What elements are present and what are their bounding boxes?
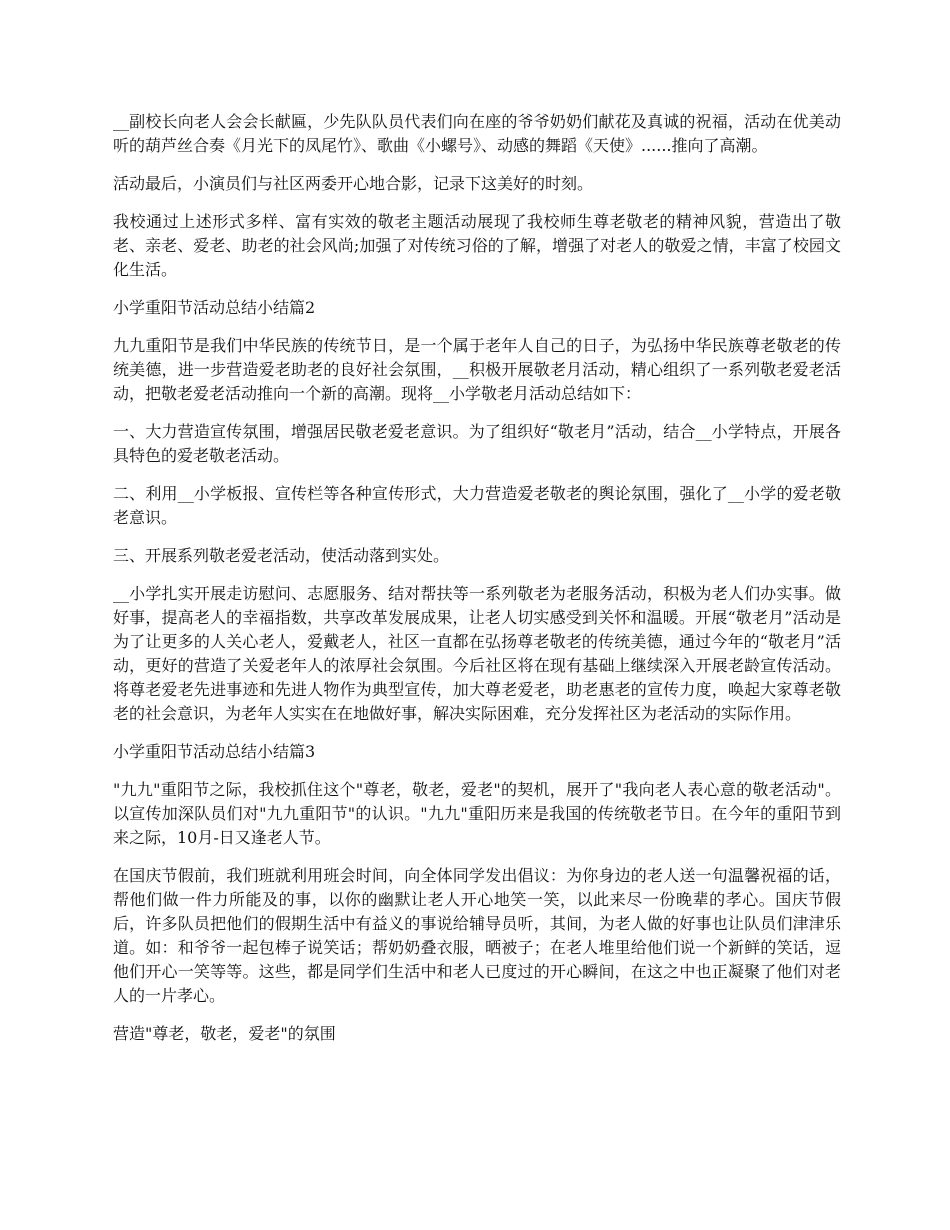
paragraph-point-two: 二、利用__小学板报、宣传栏等各种宣传形式，大力营造爱老敬老的舆论氛围，强化了__小学的爱老敬老意识。: [113, 484, 841, 527]
paragraph-group-photo: 活动最后，小演员们与社区两委开心地合影，记录下这美好的时刻。: [113, 174, 594, 193]
section-heading-part-3: 小学重阳节活动总结小结篇3: [113, 742, 316, 761]
paragraph-award-ceremony: __副校长向老人会会长献匾，少先队队员代表们向在座的爷爷奶奶们献花及真诚的祝福，活动在优美动听的葫芦丝合奏《月光下的凤尾竹》、歌曲《小螺号》、动感的舞蹈《天使》......推向了高潮。: [113, 112, 841, 155]
paragraph-national-day: 在国庆节假前，我们班就利用班会时间，向全体同学发出倡议：为你身边的老人送一句温馨祝福的话，帮他们做一件力所能及的事，以你的幽默让老人开心地笑一笑，以此来尽一份晚辈的孝心。国庆节假后，许多队员把他们的假期生活中有益义的事说给辅导员听，其间，为老人做的好事也让队员们津津乐道。如：和爷爷一起包棒子说笑话；帮奶奶叠衣服，晒被子；在老人堆里给他们说一个新鲜的笑话，逗他们开心一笑等等。这些，都是同学们生活中和老人已度过的开心瞬间，在这之中也正凝聚了他们对老人的一片孝心。: [113, 866, 841, 1005]
paragraph-part-3-intro: "九九"重阳节之际，我校抓住这个"尊老，敬老，爱老"的契机，展开了"我向老人表心意的敬老活动"。以宣传加深队员们对"九九重阳节"的认识。"九九"重阳历来是我国的传统敬老节日。在今年的重阳节到来之际，10月-日又逢老人节。: [113, 780, 841, 847]
section-heading-atmosphere: 营造"尊老，敬老，爱老"的氛围: [113, 1024, 336, 1043]
paragraph-activities-detail: __小学扎实开展走访慰问、志愿服务、结对帮扶等一系列敬老为老服务活动，积极为老人们办实事。做好事，提高老人的幸福指数，共享改革发展成果，让老人切实感受到关怀和温暖。开展“敬老月”活动是为了让更多的人关心老人，爱戴老人，社区一直都在弘扬尊老敬老的传统美德，通过今年的“敬老月”活动，更好的营造了关爱老年人的浓厚社会氛围。今后社区将在现有基础上继续深入开展老龄宣传活动。将尊老爱老先进事迹和先进人物作为典型宣传，加大尊老爱老，助老惠老的宣传力度，唤起大家尊老敬老的社会意识，为老年人实实在在地做好事，解决实际困难，充分发挥社区为老活动的实际作用。: [113, 584, 841, 723]
section-heading-part-2: 小学重阳节活动总结小结篇2: [113, 298, 316, 317]
document-page: [113, 110, 841, 1060]
paragraph-part-2-intro: 九九重阳节是我们中华民族的传统节日，是一个属于老年人自己的日子，为弘扬中华民族尊老敬老的传统美德，进一步营造爱老助老的良好社会氛围，__积极开展敬老月活动，精心组织了一系列敬老爱老活动，把敬老爱老活动推向一个新的高潮。现将__小学敬老月活动总结如下：: [113, 336, 841, 403]
paragraph-point-three: 三、开展系列敬老爱老活动，使活动落到实处。: [113, 546, 450, 565]
paragraph-school-summary: 我校通过上述形式多样、富有实效的敬老主题活动展现了我校师生尊老敬老的精神风貌，营造出了敬老、亲老、爱老、助老的社会风尚;加强了对传统习俗的了解，增强了对老人的敬爱之情，丰富了校园文化生活。: [113, 212, 841, 279]
paragraph-point-one: 一、大力营造宣传氛围，增强居民敬老爱老意识。为了组织好“敬老月”活动，结合__小学特点，开展各具特色的爱老敬老活动。: [113, 422, 841, 465]
